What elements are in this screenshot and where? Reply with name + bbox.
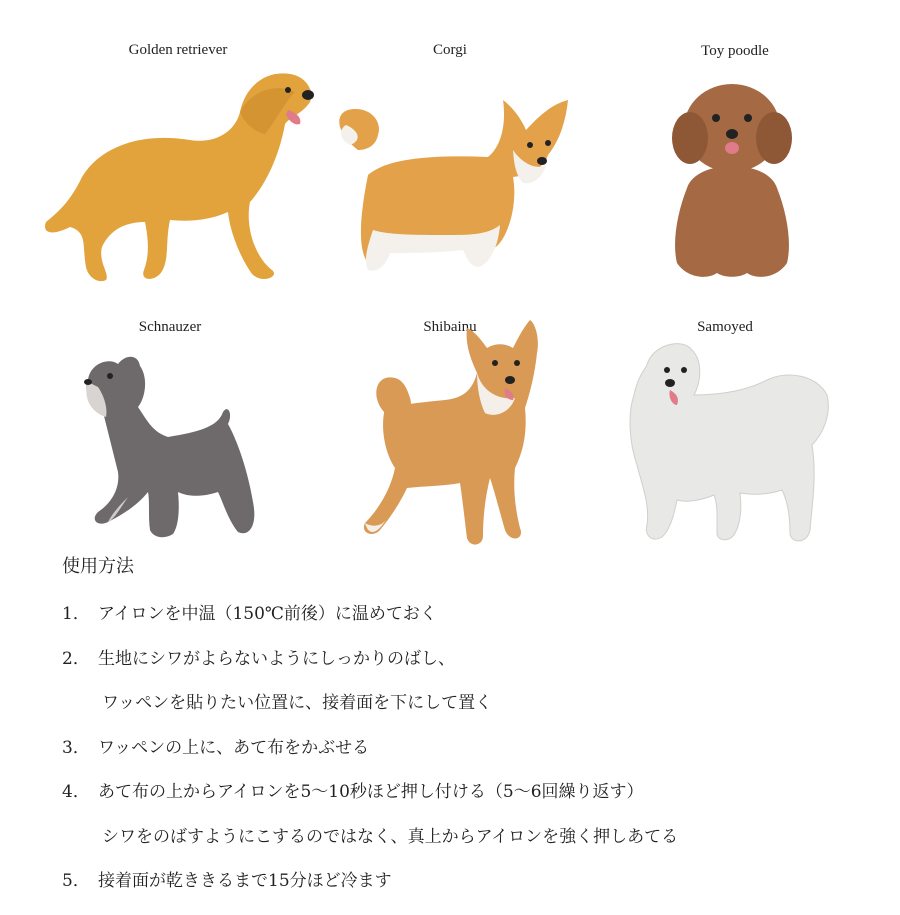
step-text: シワをのばすようにこするのではなく、真上からアイロンを強く押しあてる (102, 826, 679, 847)
step-text: ワッペンを貼りたい位置に、接着面を下にして置く (102, 693, 493, 713)
patch-label-toy-poodle: Toy poodle (701, 43, 769, 59)
patch-label-corgi: Corgi (433, 42, 467, 58)
instruction-step-continuation (62, 826, 882, 848)
step-text: あて布の上からアイロンを5〜10秒ほど押し付ける（5〜6回繰り返す） (98, 782, 644, 802)
golden-retriever-patch-icon (40, 62, 320, 287)
instruction-step (62, 648, 882, 670)
step-number: 4． (62, 782, 90, 802)
step-number: 3． (62, 737, 90, 758)
instruction-step (62, 781, 882, 803)
samoyed-patch-icon (622, 335, 832, 545)
step-text: 生地にシワがよらないようにしっかりのばし、 (98, 648, 455, 669)
usage-instructions (62, 553, 882, 915)
instruction-step (62, 737, 882, 759)
step-number: 1． (62, 604, 90, 624)
step-number: 5． (62, 871, 90, 891)
patch-label-golden-retriever: Golden retriever (128, 42, 228, 58)
instruction-step (62, 603, 882, 625)
patch-label-shibainu: Shibainu (423, 319, 477, 335)
instructions-title: 使用方法 (62, 556, 134, 577)
patch-label-schnauzer: Schnauzer (138, 319, 202, 335)
patch-label-samoyed: Samoyed (697, 319, 753, 335)
shibainu-patch-icon (355, 318, 545, 550)
instruction-step (62, 870, 882, 892)
step-number: 2． (62, 648, 90, 669)
step-text: ワッペンの上に、あて布をかぶせる (98, 737, 370, 758)
step-text: 接着面が乾ききるまで15分ほど冷ます (98, 871, 392, 891)
instruction-step-continuation (62, 692, 882, 714)
toy-poodle-patch-icon (662, 78, 802, 283)
step-text: アイロンを中温（150℃前後）に温めておく (98, 604, 437, 624)
schnauzer-patch-icon (78, 352, 263, 542)
corgi-patch-icon (328, 95, 578, 280)
